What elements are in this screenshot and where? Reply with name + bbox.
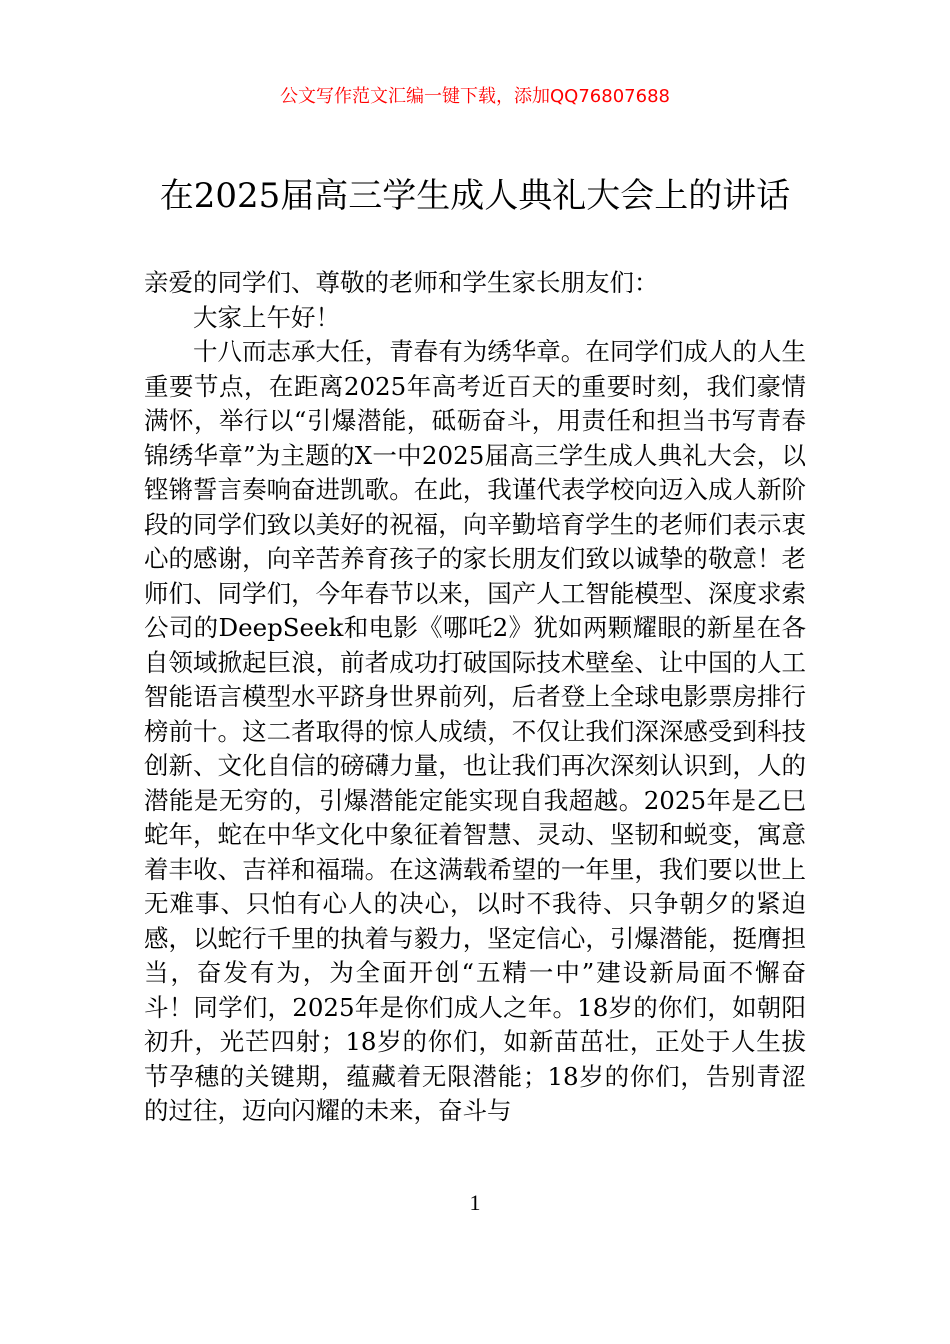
document-title: 在2025届高三学生成人典礼大会上的讲话 [159,176,791,216]
greeting: 大家上午好！ [193,302,340,332]
salutation: 亲爱的同学们、尊敬的老师和学生家长朋友们： [144,268,659,297]
paragraph: 十八而志承大任，青春有为绣华章。在同学们成人的人生重要节点，在距离2025年高考近百天的重要时刻，我们豪情满怀，举行以“引爆潜能，砥砺奋斗，用责任和担当书写青春锦绣华章”为主题的X一中2025届高三学生成人典礼大会，以铿锵誓言奏响奋进凯歌。在此，我谨代表学校向迈入成人新阶段的同学们致以美好的祝福，向辛勤培育学生的老师们表示衷心的感谢，向辛苦养育孩子的家长朋友们致以诚挚的敬意！老师们、同学们，今年春节以来，国产人工智能模型、深度求索公司的DeepSeek和电影《哪吒2》犹如两颗耀眼的新星在各自领域掀起巨浪，前者成功打破国际技术壁垒、让中国的人工智能语言模型水平跻身世界前列，后者登上全球电影票房排行榜前十。这二者取得的惊人成绩，不仅让我们深深感受到科技创新、文化自信的磅礴力量，也让我们再次深刻认识到，人的潜能是无穷的，引爆潜能定能实现自我超越。2025年是乙巳蛇年，蛇在中华文化中象征着智慧、灵动、坚韧和蜕变，寓意着丰收、吉祥和福瑞。在这满载希望的一年里，我们要以世上无难事、只怕有心人的决心，以时不我待、只争朝夕的紧迫感，以蛇行千里的执着与毅力，坚定信心，引爆潜能，挺膺担当，奋发有为，为全面开创“五精一中”建设新局面不懈奋斗！同学们，2025年是你们成人之年。18岁的你们，如朝阳初升，光芒四射；18岁的你们，如新苗茁壮，正处于人生拔节孕穗的关键期，蕴藏着无限潜能；18岁的你们，告别青涩的过往，迈向闪耀的未来，奋斗与 [144,337,806,1125]
page-number: 1 [469,1190,481,1215]
download-note: 公文写作范文汇编一键下载，添加QQ76807688 [280,86,670,107]
document-body [144,266,806,1129]
